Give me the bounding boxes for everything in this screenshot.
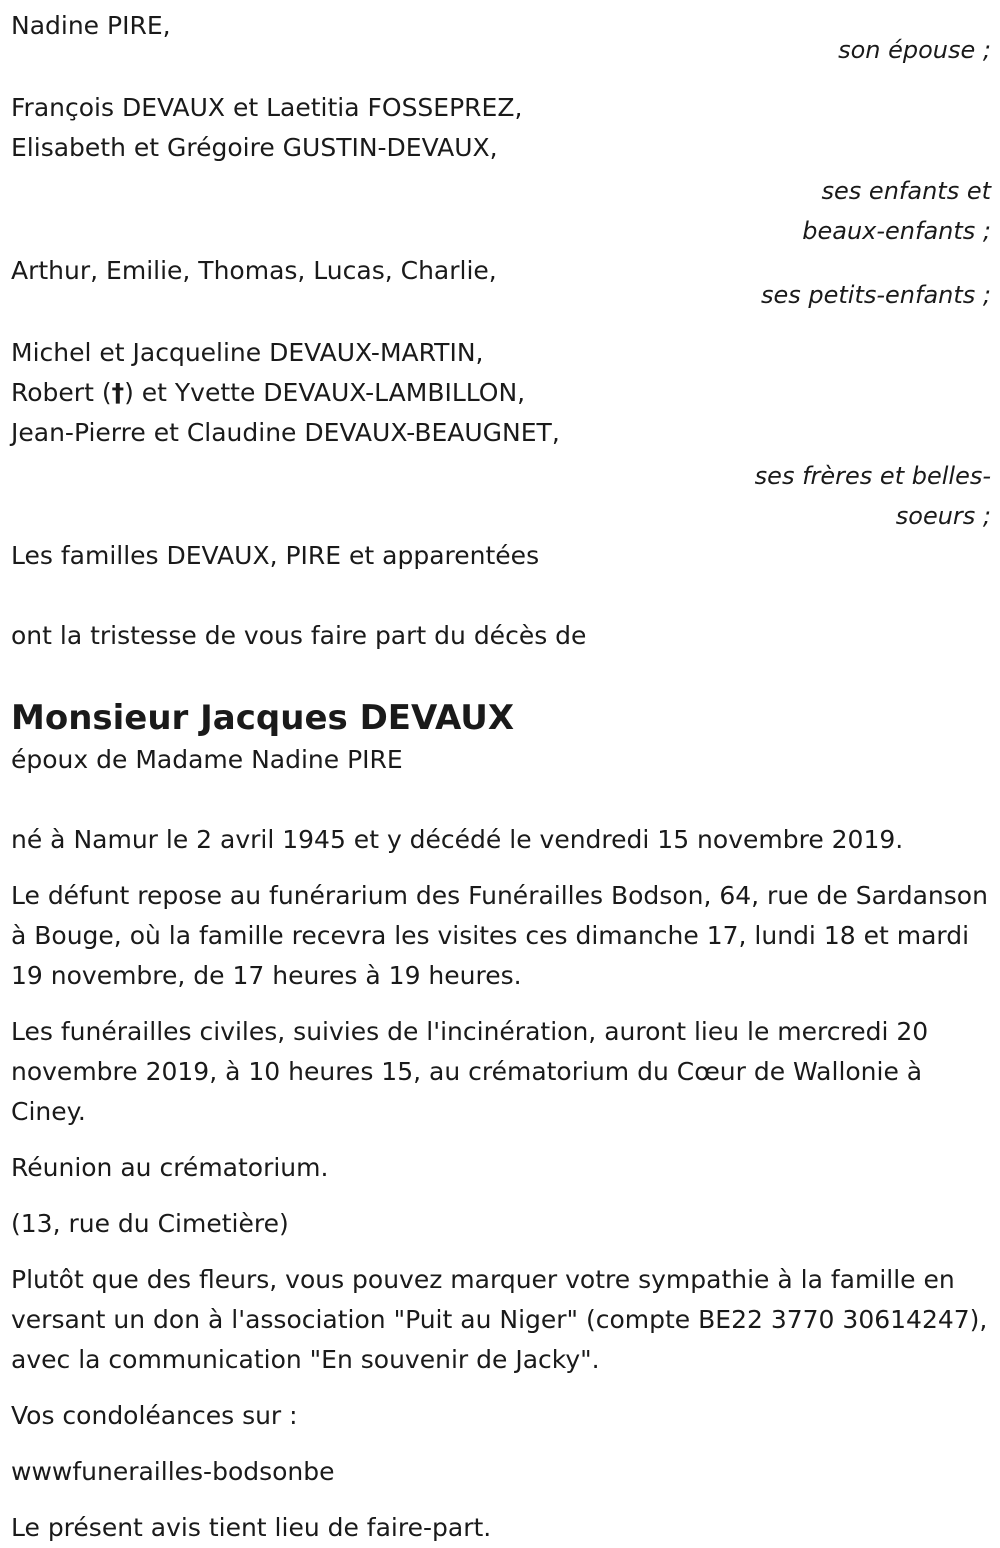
cross-icon: † — [111, 378, 125, 407]
children-group — [11, 88, 991, 251]
visitation-paragraph: Le défunt repose au funérarium des Funérailles Bodson, 64, rue de Sardanson à Bouge, où la famille recevra les visites ces dimanche 17, lundi 18 et mardi 19 novembre, de 17 heures à 19 heures. — [11, 881, 988, 990]
condolences-paragraph: Vos condoléances sur : — [11, 1401, 298, 1430]
spouse-name: Nadine PIRE, — [11, 11, 171, 40]
siblings-line-2-post: ) et Yvette DEVAUX-LAMBILLON, — [124, 378, 526, 407]
siblings-role-2: soeurs ; — [895, 502, 991, 530]
deceased-subtitle: époux de Madame Nadine PIRE — [11, 745, 403, 774]
siblings-role-1: ses frères et belles- — [754, 462, 991, 490]
siblings-group — [11, 333, 991, 536]
closing-paragraph: Le présent avis tient lieu de faire-part. — [11, 1513, 492, 1542]
obituary-notice — [11, 6, 991, 1548]
siblings-line-2-pre: Robert ( — [11, 378, 112, 407]
siblings-line-1: Michel et Jacqueline DEVAUX-MARTIN, — [11, 338, 484, 367]
donation-paragraph: Plutôt que des fleurs, vous pouvez marquer votre sympathie à la famille en versant un don à l'association "Puit au Niger" (compte BE22 3770 30614247), avec la communication "En souvenir de Jacky". — [11, 1265, 988, 1374]
siblings-line-2 — [11, 373, 991, 413]
children-line-2: Elisabeth et Grégoire GUSTIN-DEVAUX, — [11, 133, 498, 162]
grandchildren-line: Arthur, Emilie, Thomas, Lucas, Charlie, — [11, 256, 497, 285]
grandchildren-role: ses petits-enfants ; — [760, 281, 991, 309]
deceased-name: Monsieur Jacques DEVAUX — [11, 698, 515, 738]
address-paragraph: (13, rue du Cimetière) — [11, 1209, 289, 1238]
families-group — [11, 536, 991, 576]
website-link[interactable]: wwwfunerailles-bodsonbe — [11, 1457, 335, 1486]
spouse-group — [11, 6, 991, 70]
spouse-role: son épouse ; — [838, 36, 991, 64]
siblings-line-3: Jean-Pierre et Claudine DEVAUX-BEAUGNET, — [11, 418, 560, 447]
funeral-paragraph: Les funérailles civiles, suivies de l'incinération, auront lieu le mercredi 20 novembre 2019, à 10 heures 15, au crématorium du Cœur de Wallonie à Ciney. — [11, 1017, 929, 1126]
birth-paragraph: né à Namur le 2 avril 1945 et y décédé le vendredi 15 novembre 2019. — [11, 825, 904, 854]
children-line-1: François DEVAUX et Laetitia FOSSEPREZ, — [11, 93, 523, 122]
children-role-2: beaux-enfants ; — [802, 217, 991, 245]
announcement: ont la tristesse de vous faire part du décès de — [11, 621, 587, 650]
families-line: Les familles DEVAUX, PIRE et apparentées — [11, 541, 540, 570]
children-role-1: ses enfants et — [821, 177, 991, 205]
meeting-paragraph: Réunion au crématorium. — [11, 1153, 329, 1182]
grandchildren-group — [11, 251, 991, 315]
